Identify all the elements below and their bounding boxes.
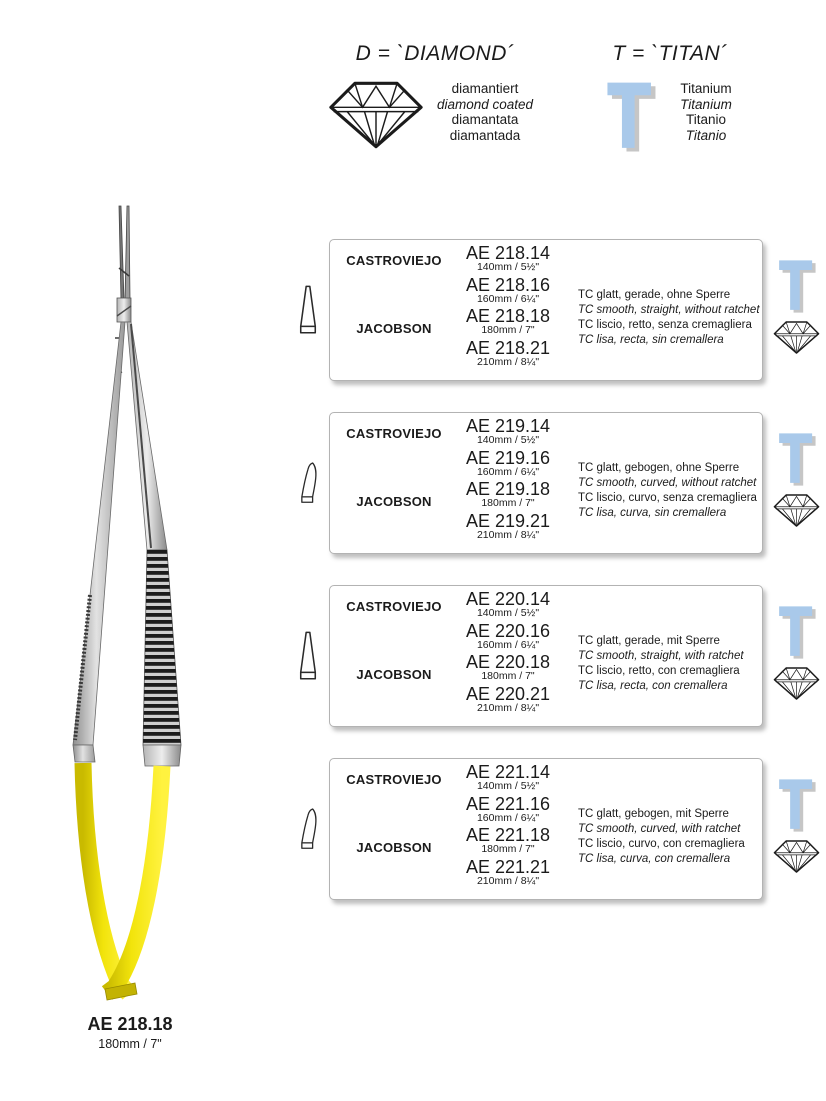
desc-line: TC smooth, straight, without ratchet bbox=[578, 304, 760, 316]
article-code: AE 218.18 bbox=[465, 306, 551, 326]
diamond-legend-title: D = `DIAMOND´ bbox=[355, 42, 515, 65]
code-item bbox=[458, 654, 558, 683]
code-item bbox=[458, 620, 558, 652]
code-item bbox=[458, 245, 558, 274]
desc-line: TC smooth, curved, without ratchet bbox=[578, 477, 757, 489]
product-name: JACOBSON bbox=[356, 321, 432, 336]
article-size: 160mm / 6¼" bbox=[476, 638, 540, 651]
desc-line: TC lisa, recta, con cremallera bbox=[578, 680, 728, 692]
curved-tip-icon bbox=[298, 457, 318, 509]
term-line: diamantiert bbox=[451, 81, 519, 96]
code-item bbox=[458, 337, 558, 369]
titan-t-icon bbox=[775, 778, 819, 833]
article-size: 210mm / 8¼" bbox=[476, 874, 540, 887]
code-item bbox=[458, 418, 558, 447]
product-box bbox=[329, 585, 763, 727]
product-name: JACOBSON bbox=[356, 840, 432, 855]
term-line: Titanium bbox=[680, 96, 732, 112]
product-name: CASTROVIEJO bbox=[346, 253, 442, 268]
desc-line: TC glatt, gebogen, mit Sperre bbox=[578, 808, 729, 820]
code-item bbox=[458, 683, 558, 715]
code-item bbox=[458, 764, 558, 793]
article-code: AE 221.16 bbox=[465, 793, 551, 814]
description bbox=[578, 807, 758, 867]
article-size: 210mm / 8¼" bbox=[476, 355, 540, 368]
term-line: diamantata bbox=[451, 112, 519, 127]
code-list bbox=[458, 418, 558, 544]
product-name: JACOBSON bbox=[356, 667, 432, 682]
article-size: 210mm / 8¼" bbox=[476, 528, 540, 541]
desc-line: TC smooth, curved, with ratchet bbox=[578, 823, 741, 835]
desc-line: TC lisa, curva, sin cremallera bbox=[578, 507, 727, 519]
desc-line: TC lisa, recta, sin cremallera bbox=[578, 334, 724, 346]
product-box bbox=[329, 758, 763, 900]
code-item bbox=[458, 510, 558, 542]
desc-line: TC glatt, gebogen, ohne Sperre bbox=[578, 462, 740, 474]
diamond-icon bbox=[773, 492, 820, 529]
article-size: 180mm / 7" bbox=[481, 497, 535, 509]
article-code: AE 219.16 bbox=[465, 447, 551, 468]
description bbox=[578, 461, 758, 521]
diamond-icon bbox=[773, 838, 820, 875]
code-item bbox=[458, 591, 558, 620]
code-list bbox=[458, 591, 558, 717]
article-size: 160mm / 6¼" bbox=[476, 465, 540, 478]
titan-t-icon bbox=[775, 432, 819, 487]
diamond-icon bbox=[328, 79, 424, 151]
code-item bbox=[458, 793, 558, 825]
product-block bbox=[290, 758, 826, 904]
titan-t-icon bbox=[775, 605, 819, 660]
article-code: AE 218.21 bbox=[465, 337, 551, 358]
featured-size: 180mm / 7" bbox=[98, 1037, 162, 1051]
diamond-terms bbox=[420, 81, 550, 143]
article-code: AE 218.14 bbox=[465, 243, 551, 263]
term-line: diamond coated bbox=[436, 96, 534, 112]
diamond-icon bbox=[773, 319, 820, 356]
article-code: AE 219.14 bbox=[465, 416, 551, 436]
desc-line: TC liscio, curvo, senza cremagliera bbox=[578, 492, 757, 504]
article-code: AE 218.16 bbox=[465, 274, 551, 295]
desc-line: TC glatt, gerade, ohne Sperre bbox=[578, 289, 731, 301]
article-code: AE 219.21 bbox=[465, 510, 551, 531]
titan-legend-title: T = `TITAN´ bbox=[612, 42, 728, 65]
description bbox=[578, 288, 758, 348]
code-item bbox=[458, 481, 558, 510]
code-list bbox=[458, 245, 558, 371]
article-size: 140mm / 5½" bbox=[476, 261, 540, 273]
code-item bbox=[458, 274, 558, 306]
term-line: Titanio bbox=[685, 112, 727, 127]
desc-line: TC lisa, curva, con cremallera bbox=[578, 853, 731, 865]
desc-line: TC liscio, retto, senza cremagliera bbox=[578, 319, 752, 331]
code-item bbox=[458, 856, 558, 888]
product-name: CASTROVIEJO bbox=[346, 599, 442, 614]
article-size: 210mm / 8¼" bbox=[476, 701, 540, 714]
product-name: JACOBSON bbox=[356, 494, 432, 509]
diamond-icon bbox=[773, 665, 820, 702]
desc-line: TC smooth, straight, with ratchet bbox=[578, 650, 744, 662]
product-block bbox=[290, 412, 826, 558]
desc-line: TC glatt, gerade, mit Sperre bbox=[578, 635, 720, 647]
article-code: AE 221.21 bbox=[465, 856, 551, 877]
product-block bbox=[290, 585, 826, 731]
article-size: 140mm / 5½" bbox=[476, 780, 540, 792]
product-block bbox=[290, 239, 826, 385]
titan-terms bbox=[646, 81, 766, 143]
term-line: diamantada bbox=[449, 127, 521, 143]
code-item bbox=[458, 308, 558, 337]
article-code: AE 221.18 bbox=[465, 825, 551, 845]
article-size: 140mm / 5½" bbox=[476, 607, 540, 619]
product-name: CASTROVIEJO bbox=[346, 426, 442, 441]
article-code: AE 219.18 bbox=[465, 479, 551, 499]
desc-line: TC liscio, curvo, con cremagliera bbox=[578, 838, 745, 850]
article-size: 160mm / 6¼" bbox=[476, 811, 540, 824]
term-line: Titanio bbox=[685, 127, 727, 143]
article-size: 140mm / 5½" bbox=[476, 434, 540, 446]
straight-tip-icon bbox=[298, 284, 318, 336]
article-code: AE 220.14 bbox=[465, 589, 551, 609]
article-size: 180mm / 7" bbox=[481, 324, 535, 336]
article-code: AE 220.16 bbox=[465, 620, 551, 641]
curved-tip-icon bbox=[298, 803, 318, 855]
article-code: AE 221.14 bbox=[465, 762, 551, 782]
article-size: 160mm / 6¼" bbox=[476, 292, 540, 305]
article-size: 180mm / 7" bbox=[481, 670, 535, 682]
straight-tip-icon bbox=[298, 630, 318, 682]
code-item bbox=[458, 827, 558, 856]
description bbox=[578, 634, 758, 694]
product-box bbox=[329, 412, 763, 554]
article-code: AE 220.18 bbox=[465, 652, 551, 672]
article-size: 180mm / 7" bbox=[481, 843, 535, 855]
article-code: AE 220.21 bbox=[465, 683, 551, 704]
desc-line: TC liscio, retto, con cremagliera bbox=[578, 665, 740, 677]
titan-t-icon bbox=[775, 259, 819, 314]
instrument-photo bbox=[55, 200, 205, 1010]
featured-code: AE 218.18 bbox=[87, 1014, 173, 1034]
product-box bbox=[329, 239, 763, 381]
term-line: Titanium bbox=[680, 81, 732, 96]
code-list bbox=[458, 764, 558, 890]
code-item bbox=[458, 447, 558, 479]
product-name: CASTROVIEJO bbox=[346, 772, 442, 787]
